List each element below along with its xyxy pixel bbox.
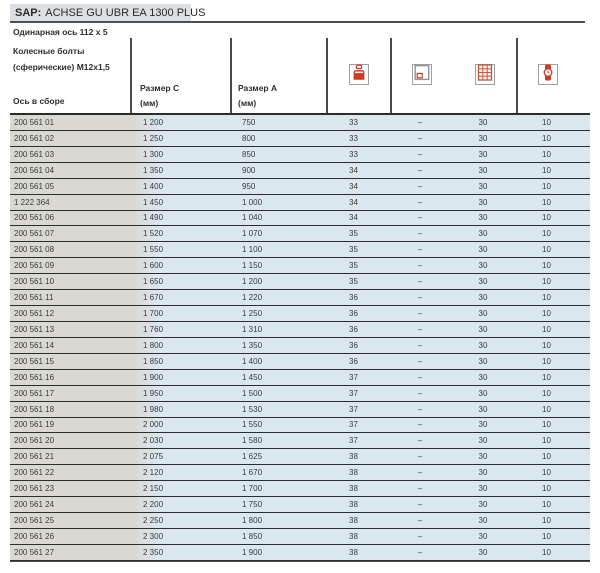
size-a-label: Размер A bbox=[238, 83, 278, 93]
table-row bbox=[10, 179, 590, 195]
table-row bbox=[10, 370, 590, 386]
cell-pallet: 30 bbox=[478, 452, 488, 462]
cell-weight: 35 bbox=[349, 245, 358, 255]
cell-package: – bbox=[417, 197, 423, 207]
cell-article: 200 561 25 bbox=[14, 516, 55, 525]
cell-pallet: 30 bbox=[478, 117, 488, 127]
cell-time: 10 bbox=[542, 340, 551, 350]
header-rule-2 bbox=[230, 38, 232, 113]
cell-size-a: 1 250 bbox=[242, 309, 263, 319]
cell-size-c: 1 550 bbox=[143, 245, 164, 255]
cell-time: 10 bbox=[542, 500, 551, 510]
cell-weight: 36 bbox=[349, 356, 358, 366]
cell-article: 200 561 26 bbox=[14, 531, 55, 541]
cell-weight: 38 bbox=[349, 531, 358, 541]
cell-weight: 37 bbox=[349, 388, 358, 398]
header-rule-4 bbox=[390, 38, 392, 113]
header-rule-1 bbox=[130, 38, 132, 113]
cell-time: 10 bbox=[542, 452, 551, 462]
cell-size-a: 1 700 bbox=[242, 484, 263, 494]
cell-weight: 38 bbox=[349, 484, 358, 494]
cell-size-c: 1 250 bbox=[143, 133, 164, 143]
cell-package: – bbox=[417, 388, 423, 398]
cell-pallet: 30 bbox=[478, 372, 488, 382]
cell-article: 200 561 16 bbox=[14, 372, 55, 382]
cell-package: – bbox=[417, 324, 423, 334]
table-row bbox=[10, 195, 590, 211]
cell-time: 10 bbox=[542, 165, 551, 175]
table-row bbox=[10, 290, 590, 306]
size-c-label: Размер C bbox=[140, 83, 180, 93]
cell-size-c: 2 000 bbox=[143, 420, 164, 430]
cell-article: 200 561 20 bbox=[14, 436, 55, 446]
cell-weight: 34 bbox=[349, 181, 358, 191]
cell-weight: 38 bbox=[349, 500, 358, 510]
cell-weight: 37 bbox=[349, 372, 358, 382]
cell-size-a: 1 000 bbox=[242, 197, 263, 207]
package-icon bbox=[414, 64, 430, 86]
cell-pallet: 30 bbox=[478, 181, 488, 191]
cell-article: 200 561 23 bbox=[14, 484, 55, 494]
table-row bbox=[10, 211, 590, 227]
cell-pallet: 30 bbox=[478, 165, 488, 175]
cell-article: 200 561 24 bbox=[14, 500, 55, 510]
cell-article: 200 561 18 bbox=[14, 404, 55, 414]
column-header-article: Ось в сборе bbox=[13, 96, 65, 106]
cell-weight: 36 bbox=[349, 340, 358, 350]
cell-package: – bbox=[417, 436, 423, 446]
cell-article: 200 561 21 bbox=[14, 452, 55, 462]
cell-time: 10 bbox=[542, 324, 551, 334]
table-row bbox=[10, 226, 590, 242]
cell-weight: 37 bbox=[349, 436, 358, 446]
cell-package: – bbox=[417, 500, 423, 510]
cell-size-c: 1 670 bbox=[143, 293, 164, 303]
table-row bbox=[10, 131, 590, 147]
cell-package: – bbox=[417, 165, 423, 175]
cell-size-a: 750 bbox=[242, 117, 256, 127]
cell-size-c: 1 850 bbox=[143, 356, 164, 366]
cell-package: – bbox=[417, 277, 423, 287]
cell-time: 10 bbox=[542, 117, 551, 127]
cell-size-c: 2 350 bbox=[143, 547, 164, 557]
cell-article: 200 561 27 bbox=[14, 547, 55, 557]
cell-size-a: 1 850 bbox=[242, 531, 263, 541]
cell-weight: 34 bbox=[349, 197, 358, 207]
cell-time: 10 bbox=[542, 404, 551, 414]
size-a-unit: (мм) bbox=[238, 97, 257, 108]
cell-size-a: 1 400 bbox=[242, 356, 263, 366]
cell-package: – bbox=[417, 547, 423, 557]
column-header-time bbox=[538, 64, 558, 85]
cell-size-a: 1 450 bbox=[242, 372, 263, 382]
cell-size-a: 900 bbox=[242, 165, 256, 175]
cell-size-c: 1 980 bbox=[143, 404, 164, 414]
cell-article: 200 561 17 bbox=[14, 388, 55, 398]
cell-size-a: 1 550 bbox=[242, 420, 263, 430]
cell-article: 200 561 06 bbox=[14, 213, 55, 223]
cell-size-c: 1 490 bbox=[143, 213, 164, 223]
cell-pallet: 30 bbox=[478, 213, 488, 223]
cell-pallet: 30 bbox=[478, 149, 488, 159]
table-row bbox=[10, 322, 590, 338]
cell-weight: 35 bbox=[349, 261, 358, 271]
cell-article: 200 561 22 bbox=[14, 468, 55, 478]
cell-time: 10 bbox=[542, 547, 551, 557]
cell-package: – bbox=[417, 117, 423, 127]
cell-pallet: 30 bbox=[478, 277, 488, 287]
table-row bbox=[10, 418, 590, 434]
cell-pallet: 30 bbox=[478, 261, 488, 271]
cell-size-a: 1 310 bbox=[242, 324, 263, 334]
cell-time: 10 bbox=[542, 245, 551, 255]
column-header-pallet bbox=[475, 64, 495, 85]
cell-article: 200 561 10 bbox=[14, 277, 55, 287]
axle-variant-label: Одинарная ось 112 x 5 bbox=[13, 27, 108, 37]
cell-size-a: 1 800 bbox=[242, 516, 263, 525]
title-divider bbox=[10, 21, 585, 23]
cell-package: – bbox=[417, 133, 423, 143]
table-row bbox=[10, 433, 590, 449]
cell-weight: 34 bbox=[349, 165, 358, 175]
table-row bbox=[10, 354, 590, 370]
cell-package: – bbox=[417, 372, 423, 382]
cell-time: 10 bbox=[542, 293, 551, 303]
table-row bbox=[10, 163, 590, 179]
header-rule-3 bbox=[326, 38, 328, 113]
pallet-grid-icon bbox=[477, 64, 493, 86]
cell-time: 10 bbox=[542, 484, 551, 494]
cell-time: 10 bbox=[542, 181, 551, 191]
cell-time: 10 bbox=[542, 436, 551, 446]
cell-pallet: 30 bbox=[478, 324, 488, 334]
cell-article: 1 222 364 bbox=[14, 197, 50, 207]
cell-article: 200 561 04 bbox=[14, 165, 55, 175]
cell-size-c: 1 800 bbox=[143, 340, 164, 350]
cell-weight: 33 bbox=[349, 117, 358, 127]
cell-article: 200 561 08 bbox=[14, 245, 55, 255]
cell-size-a: 850 bbox=[242, 149, 256, 159]
cell-package: – bbox=[417, 229, 423, 239]
table-row bbox=[10, 481, 590, 497]
cell-time: 10 bbox=[542, 356, 551, 366]
cell-size-c: 1 950 bbox=[143, 388, 164, 398]
table-row bbox=[10, 258, 590, 274]
cell-weight: 36 bbox=[349, 324, 358, 334]
cell-size-c: 1 700 bbox=[143, 309, 164, 319]
cell-size-c: 1 400 bbox=[143, 181, 164, 191]
table-row bbox=[10, 402, 590, 418]
cell-article: 200 561 15 bbox=[14, 356, 55, 366]
cell-article: 200 561 01 bbox=[14, 117, 55, 127]
cell-package: – bbox=[417, 245, 423, 255]
cell-pallet: 30 bbox=[478, 547, 488, 557]
cell-package: – bbox=[417, 309, 423, 319]
wheel-bolts-label-line1: Колесные болты bbox=[13, 46, 85, 56]
cell-weight: 37 bbox=[349, 420, 358, 430]
cell-size-c: 2 200 bbox=[143, 500, 164, 510]
cell-package: – bbox=[417, 356, 423, 366]
cell-size-c: 2 030 bbox=[143, 436, 164, 446]
cell-size-c: 1 650 bbox=[143, 277, 164, 287]
cell-size-a: 1 580 bbox=[242, 436, 263, 446]
cell-size-a: 950 bbox=[242, 181, 256, 191]
table-row bbox=[10, 449, 590, 465]
cell-size-a: 1 670 bbox=[242, 468, 263, 478]
cell-size-c: 2 250 bbox=[143, 516, 164, 525]
cell-size-a: 1 070 bbox=[242, 229, 263, 239]
cell-pallet: 30 bbox=[478, 356, 488, 366]
cell-article: 200 561 11 bbox=[14, 293, 54, 303]
cell-pallet: 30 bbox=[478, 468, 488, 478]
cell-size-a: 1 625 bbox=[242, 452, 263, 462]
cell-article: 200 561 13 bbox=[14, 324, 55, 334]
cell-article: 200 561 05 bbox=[14, 181, 55, 191]
cell-pallet: 30 bbox=[478, 340, 488, 350]
title-text: ACHSE GU UBR EA 1300 PLUS bbox=[45, 6, 206, 19]
cell-size-a: 1 750 bbox=[242, 500, 263, 510]
cell-weight: 35 bbox=[349, 229, 358, 239]
cell-package: – bbox=[417, 420, 423, 430]
cell-time: 10 bbox=[542, 277, 551, 287]
cell-pallet: 30 bbox=[478, 245, 488, 255]
cell-article: 200 561 12 bbox=[14, 309, 55, 319]
table-row bbox=[10, 497, 590, 513]
cell-size-c: 1 600 bbox=[143, 261, 164, 271]
title-prefix: SAP: bbox=[15, 6, 42, 19]
cell-weight: 38 bbox=[349, 468, 358, 478]
cell-time: 10 bbox=[542, 213, 551, 223]
cell-article: 200 561 19 bbox=[14, 420, 55, 430]
column-header-size-c bbox=[140, 81, 179, 110]
wheel-bolts-label-line2: (сферические) M12x1,5 bbox=[13, 62, 110, 72]
cell-time: 10 bbox=[542, 372, 551, 382]
cell-weight: 36 bbox=[349, 309, 358, 319]
cell-pallet: 30 bbox=[478, 293, 488, 303]
cell-pallet: 30 bbox=[478, 484, 488, 494]
watch-icon bbox=[540, 64, 556, 86]
cell-weight: 38 bbox=[349, 516, 358, 525]
table-row bbox=[10, 147, 590, 163]
cell-size-a: 1 900 bbox=[242, 547, 263, 557]
cell-size-a: 1 350 bbox=[242, 340, 263, 350]
cell-article: 200 561 02 bbox=[14, 133, 55, 143]
cell-size-a: 1 530 bbox=[242, 404, 263, 414]
cell-pallet: 30 bbox=[478, 229, 488, 239]
cell-size-a: 800 bbox=[242, 133, 256, 143]
cell-size-c: 2 075 bbox=[143, 452, 164, 462]
cell-size-a: 1 100 bbox=[242, 245, 263, 255]
cell-size-a: 1 500 bbox=[242, 388, 263, 398]
cell-package: – bbox=[417, 531, 423, 541]
weight-icon bbox=[351, 64, 367, 86]
cell-weight: 38 bbox=[349, 452, 358, 462]
cell-package: – bbox=[417, 149, 423, 159]
cell-article: 200 561 03 bbox=[14, 149, 55, 159]
cell-article: 200 561 07 bbox=[14, 229, 55, 239]
cell-time: 10 bbox=[542, 420, 551, 430]
cell-pallet: 30 bbox=[478, 516, 488, 525]
cell-pallet: 30 bbox=[478, 197, 488, 207]
cell-pallet: 30 bbox=[478, 404, 488, 414]
cell-package: – bbox=[417, 452, 423, 462]
cell-pallet: 30 bbox=[478, 388, 488, 398]
cell-size-a: 1 150 bbox=[242, 261, 263, 271]
cell-time: 10 bbox=[542, 197, 551, 207]
column-header-weight bbox=[349, 64, 369, 85]
cell-package: – bbox=[417, 213, 423, 223]
cell-package: – bbox=[417, 404, 423, 414]
cell-pallet: 30 bbox=[478, 420, 488, 430]
cell-size-c: 1 350 bbox=[143, 165, 164, 175]
cell-time: 10 bbox=[542, 388, 551, 398]
cell-size-c: 1 520 bbox=[143, 229, 164, 239]
cell-package: – bbox=[417, 261, 423, 271]
cell-weight: 33 bbox=[349, 149, 358, 159]
cell-size-c: 2 300 bbox=[143, 531, 164, 541]
cell-package: – bbox=[417, 468, 423, 478]
column-header-size-a bbox=[238, 81, 277, 110]
cell-size-c: 2 150 bbox=[143, 484, 164, 494]
column-header-package bbox=[412, 64, 432, 85]
table-row bbox=[10, 306, 590, 322]
cell-time: 10 bbox=[542, 531, 551, 541]
cell-pallet: 30 bbox=[478, 531, 488, 541]
cell-size-a: 1 220 bbox=[242, 293, 263, 303]
cell-weight: 36 bbox=[349, 293, 358, 303]
cell-time: 10 bbox=[542, 309, 551, 319]
cell-package: – bbox=[417, 293, 423, 303]
cell-weight: 35 bbox=[349, 277, 358, 287]
table-row bbox=[10, 513, 590, 529]
size-c-unit: (мм) bbox=[140, 97, 159, 108]
cell-package: – bbox=[417, 516, 423, 525]
cell-pallet: 30 bbox=[478, 309, 488, 319]
cell-size-a: 1 040 bbox=[242, 213, 263, 223]
cell-package: – bbox=[417, 181, 423, 191]
cell-package: – bbox=[417, 484, 423, 494]
table-row bbox=[10, 545, 590, 561]
cell-time: 10 bbox=[542, 149, 551, 159]
cell-weight: 38 bbox=[349, 547, 358, 557]
cell-time: 10 bbox=[542, 261, 551, 271]
cell-weight: 37 bbox=[349, 404, 358, 414]
cell-time: 10 bbox=[542, 229, 551, 239]
cell-weight: 34 bbox=[349, 213, 358, 223]
cell-size-c: 1 900 bbox=[143, 372, 164, 382]
table-row bbox=[10, 529, 590, 545]
cell-time: 10 bbox=[542, 468, 551, 478]
cell-pallet: 30 bbox=[478, 436, 488, 446]
cell-size-c: 1 760 bbox=[143, 324, 164, 334]
cell-pallet: 30 bbox=[478, 500, 488, 510]
cell-size-c: 1 300 bbox=[143, 149, 164, 159]
cell-article: 200 561 14 bbox=[14, 340, 55, 350]
cell-time: 10 bbox=[542, 133, 551, 143]
table-row bbox=[10, 242, 590, 258]
cell-package: – bbox=[417, 340, 423, 350]
cell-time: 10 bbox=[542, 516, 551, 525]
table-row bbox=[10, 274, 590, 290]
table-row bbox=[10, 465, 590, 481]
table-row bbox=[10, 386, 590, 402]
page-title bbox=[10, 4, 206, 21]
table-row bbox=[10, 338, 590, 354]
cell-weight: 33 bbox=[349, 133, 358, 143]
header-rule-5 bbox=[516, 38, 518, 113]
cell-size-a: 1 200 bbox=[242, 277, 263, 287]
table-row bbox=[10, 115, 590, 131]
cell-size-c: 1 450 bbox=[143, 197, 164, 207]
cell-size-c: 2 120 bbox=[143, 468, 164, 478]
data-table bbox=[10, 113, 590, 562]
cell-pallet: 30 bbox=[478, 133, 488, 143]
cell-article: 200 561 09 bbox=[14, 261, 55, 271]
cell-size-c: 1 200 bbox=[143, 117, 164, 127]
